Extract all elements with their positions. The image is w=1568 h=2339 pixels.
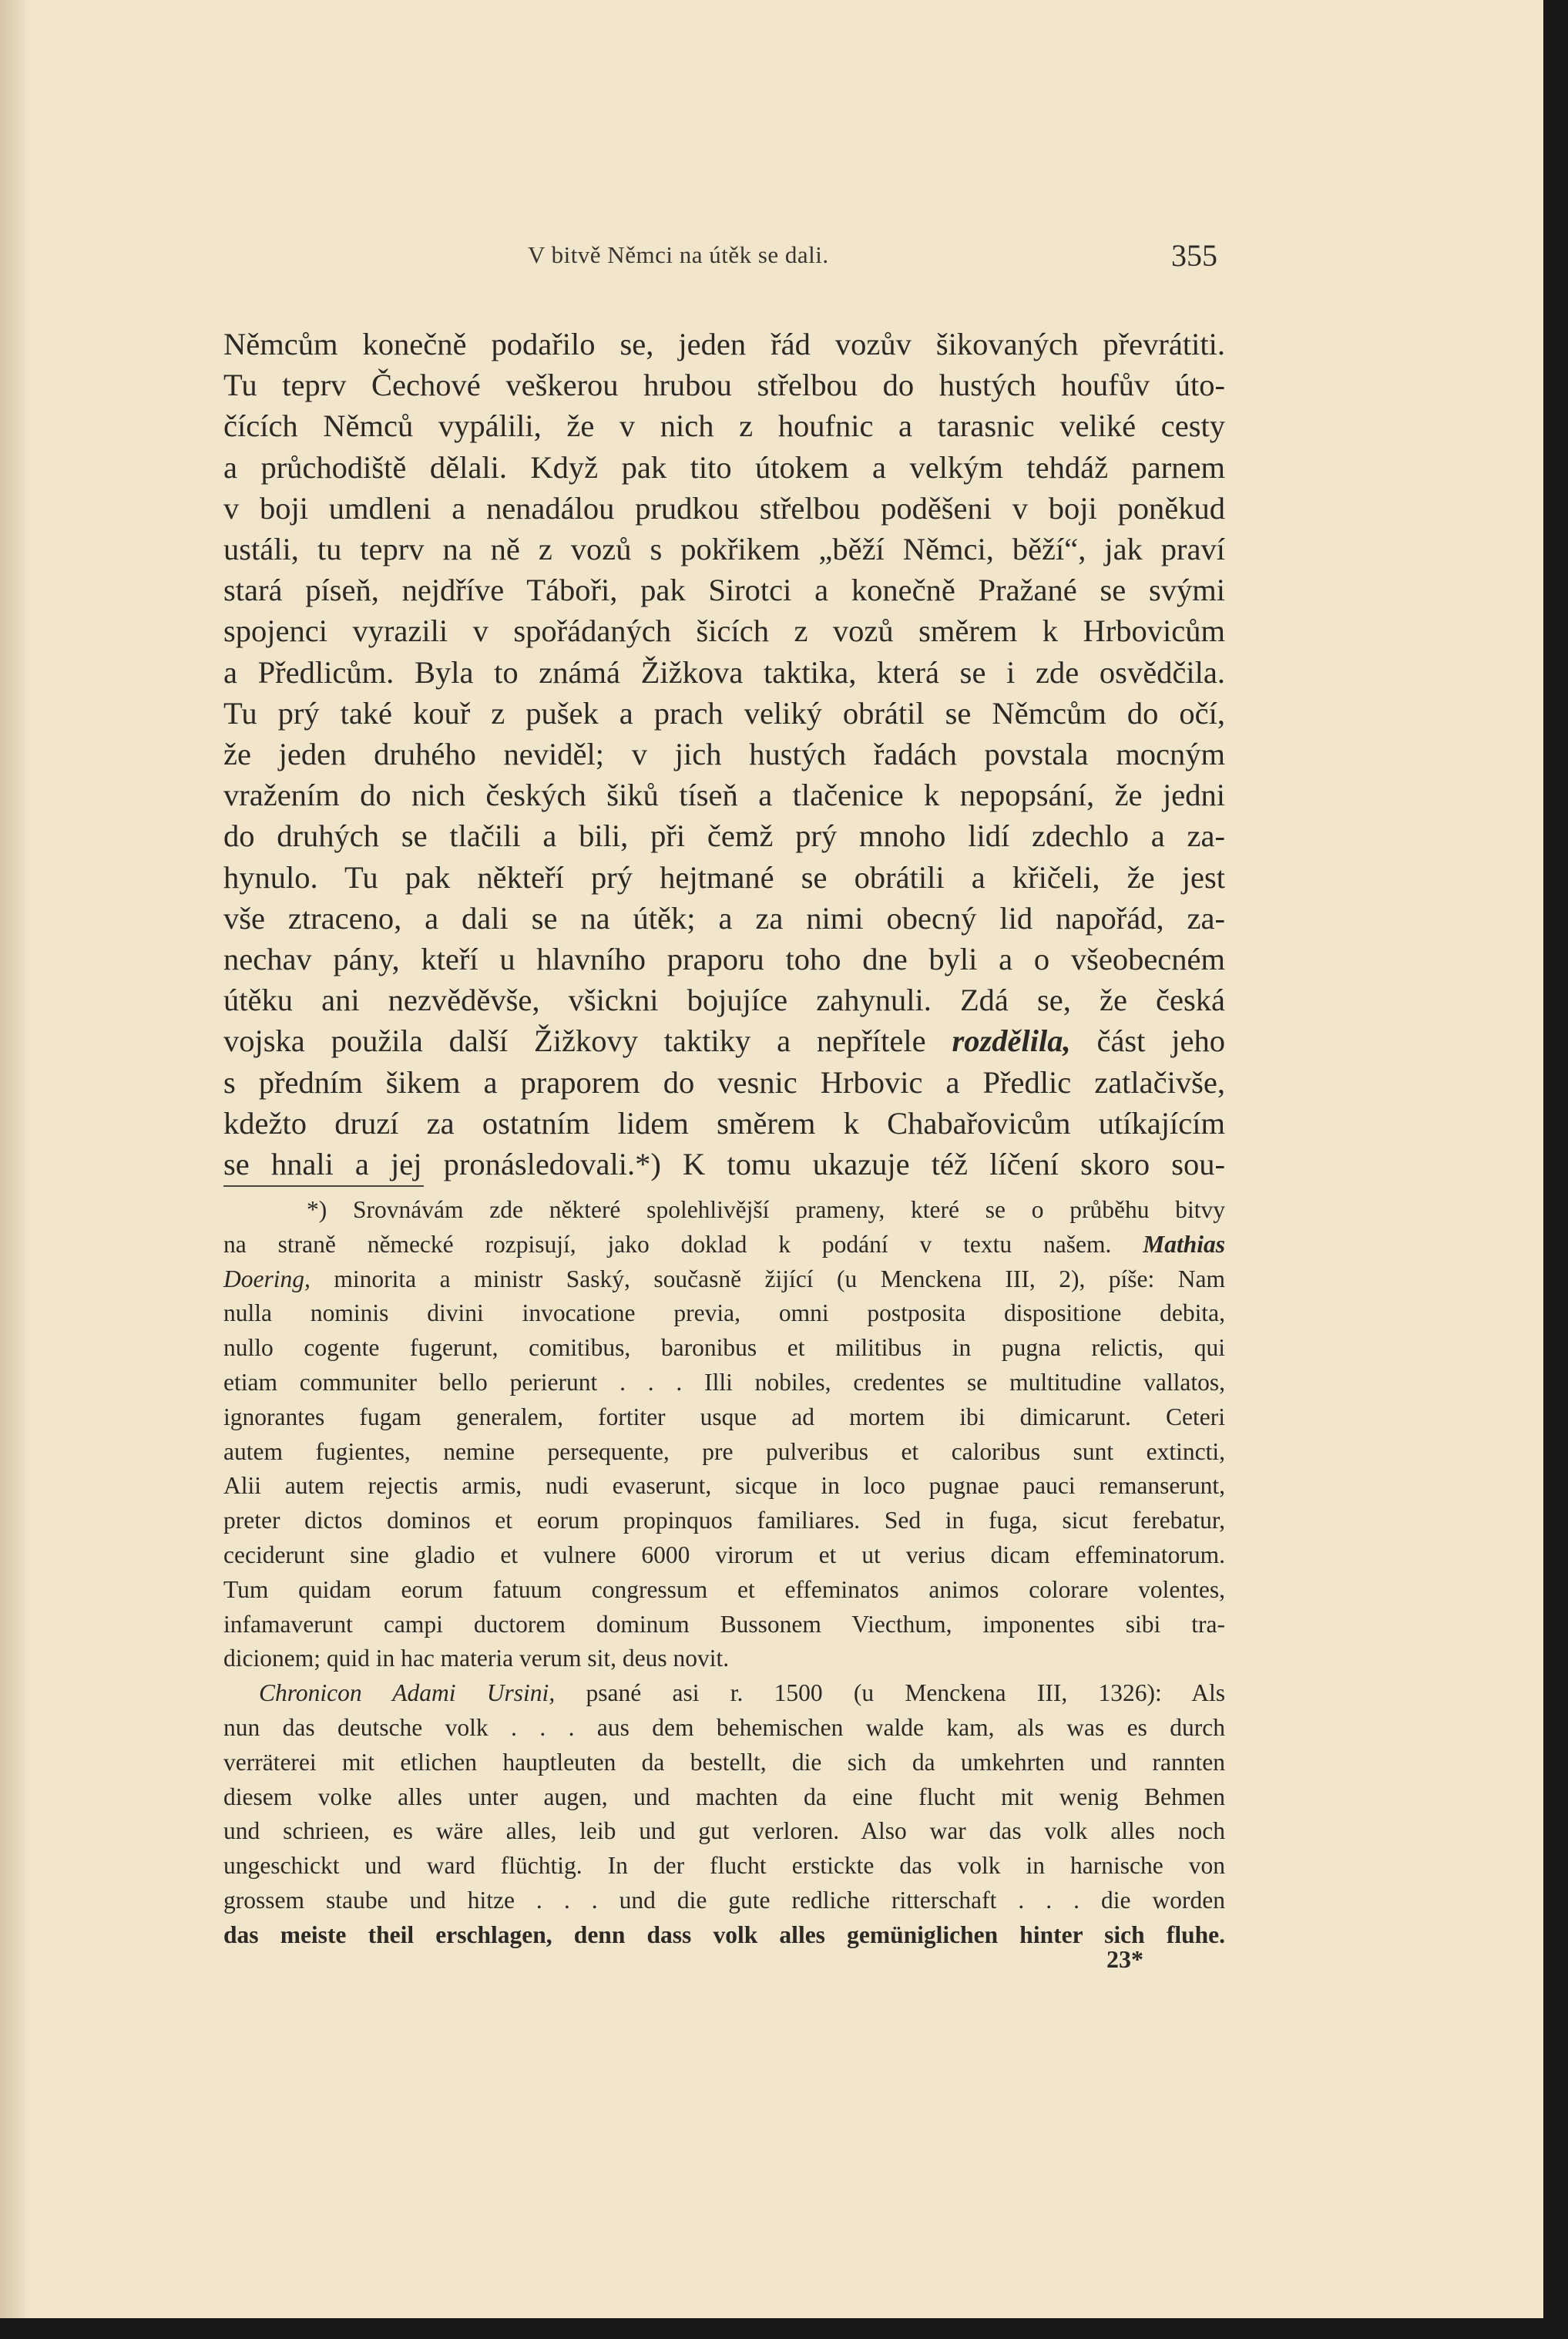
- text-segment: část jeho: [1096, 1023, 1226, 1059]
- text-line: spojenci vyrazili v spořádaných šicích z vozů směrem k Hrbovicům: [223, 613, 1225, 649]
- text-line: útěku ani nezvěděvše, všickni bojujíce zahynuli. Zdá se, že česká: [223, 983, 1225, 1018]
- text-line: [223, 1020, 1225, 1061]
- text-line: kdežto druzí za ostatním lidem směrem k Chabařovicům utíkajícím: [223, 1105, 1225, 1141]
- footnote-line: diesem volke alles unter augen, und machten da eine flucht mit wenig Behmen: [223, 1783, 1225, 1810]
- footnote-line: das meiste theil erschlagen, denn dass volk alles gemüniglichen hinter sich fluhe.: [223, 1921, 1225, 1948]
- text-line: čících Němců vypálili, že v nich z houfnic a tarasnic veliké cesty: [223, 408, 1225, 444]
- main-text: [223, 324, 1225, 1185]
- footnotes: [223, 1193, 1225, 1953]
- footnote-line: dicionem; quid in hac materia verum sit, deus novit.: [223, 1645, 730, 1672]
- footnote-line: *) Srovnávám zde některé spolehlivější prameny, které se o průběhu bitvy: [307, 1196, 1225, 1223]
- footnote-line: und schrieen, es wäre alles, leib und gut verloren. Also war das volk alles noch: [223, 1817, 1225, 1845]
- footnote-line: preter dictos dominos et eorum propinquos familiares. Sed in fuga, sicut ferebatur,: [223, 1507, 1225, 1534]
- text-line: v boji umdleni a nenadálou prudkou střelbou poděšeni v boji poněkud: [223, 490, 1225, 526]
- text-line: a průchodiště dělali. Když pak tito útokem a velkým tehdáž parnem: [223, 449, 1225, 485]
- text-line: vše ztraceno, a dali se na útěk; a za nimi obecný lid napořád, za-: [223, 900, 1225, 936]
- text-line: s předním šikem a praporem do vesnic Hrbovic a Předlic zatlačivše,: [223, 1064, 1225, 1100]
- text-line: Tu teprv Čechové veškerou hrubou střelbou do hustých houfův úto-: [223, 368, 1225, 403]
- text-line: že jeden druhého neviděl; v jich hustých řadách povstala mocným: [223, 737, 1225, 772]
- footnote-line: verräterei mit etlichen hauptleuten da bestellt, die sich da umkehrten und rannten: [223, 1748, 1225, 1776]
- text-line: vražením do nich českých šiků tíseň a tlačenice k nepopsání, že jedni: [223, 778, 1225, 813]
- footnote-line: Tum quidam eorum fatuum congressum et effeminatos animos colorare volentes,: [223, 1575, 1225, 1603]
- text-segment: minorita a ministr Saský, současně žijící (u Menckena III, 2), píše: Nam: [334, 1265, 1225, 1292]
- page-number: 355: [1171, 238, 1217, 273]
- footnote-line: autem fugientes, nemine persequente, pre pulveribus et caloribus sunt extincti,: [223, 1437, 1225, 1465]
- footnote-rule: [223, 1185, 424, 1187]
- author-name: Doering,: [223, 1265, 311, 1292]
- text-line: nechav pány, kteří u hlavního praporu toho dne byli a o všeobecném: [223, 942, 1225, 977]
- footnote-line: nulla nominis divini invocatione previa, omni postposita dispositione debita,: [223, 1299, 1225, 1327]
- signature-mark: 23*: [1106, 1945, 1143, 1973]
- emphasis-text: rozdělila,: [952, 1023, 1071, 1059]
- binding-shadow: [0, 0, 31, 2318]
- footnote-line: nun das deutsche volk . . . aus dem behemischen walde kam, als was es durch: [223, 1713, 1225, 1741]
- footnote-line: [223, 1228, 1225, 1262]
- text-line: a Předlicům. Byla to známá Žižkova taktika, která se i zde osvědčila.: [223, 654, 1225, 690]
- text-segment: na straně německé rozpisují, jako doklad k podání v textu našem.: [223, 1230, 1112, 1258]
- footnote-line: ceciderunt sine gladio et vulnere 6000 virorum et ut verius dicam effeminatorum.: [223, 1541, 1225, 1568]
- footnote-line: [223, 1262, 1225, 1297]
- text-segment: psané asi r. 1500 (u Menckena III, 1326): Als: [586, 1679, 1226, 1707]
- footnote-line: ignorantes fugam generalem, fortiter usque ad mortem ibi dimicarunt. Ceteri: [223, 1403, 1225, 1430]
- text-line: Tu prý také kouř z pušek a prach veliký obrátil se Němcům do očí,: [223, 695, 1225, 731]
- text-line: hynulo. Tu pak někteří prý hejtmané se obrátili a křičeli, že jest: [223, 859, 1225, 895]
- author-name: Mathias: [1143, 1230, 1226, 1258]
- text-line: Němcům konečně podařilo se, jeden řád vozův šikovaných převrátiti.: [223, 327, 1225, 361]
- footnote-line: Alii autem rejectis armis, nudi evaserunt, sicque in loco pugnae pauci remanserunt,: [223, 1472, 1225, 1500]
- text-line: stará píseň, nejdříve Táboři, pak Sirotci a konečně Pražané se svými: [223, 573, 1225, 608]
- running-head: V bitvě Němci na útěk se dali.: [528, 241, 829, 268]
- footnote-line: [223, 1676, 1225, 1711]
- footnote-line: grossem staube und hitze . . . und die gute redliche ritterschaft . . . die worden: [223, 1886, 1225, 1914]
- text-line: se hnali a jej pronásledovali.*) K tomu ukazuje též líčení skoro sou-: [223, 1147, 1225, 1182]
- footnote-line: infamaverunt campi ductorem dominum Bussonem Viecthum, imponentes sibi tra-: [223, 1610, 1225, 1638]
- text-segment: vojska použila další Žižkovy taktiky a nepřítele: [223, 1023, 926, 1059]
- footnote-line: etiam communiter bello perierunt . . . Illi nobiles, credentes se multitudine vallatos,: [223, 1368, 1225, 1396]
- text-line: do druhých se tlačili a bili, při čemž prý mnoho lidí zdechlo a za-: [223, 818, 1225, 854]
- footnote-line: nullo cogente fugerunt, comitibus, baronibus et militibus in pugna relictis, qui: [223, 1334, 1225, 1362]
- footnote-line: ungeschickt und ward flüchtig. In der flucht erstickte das volk in harnische von: [223, 1852, 1225, 1880]
- text-line: ustáli, tu teprv na ně z vozů s pokřikem „běží Němci, běží“, jak praví: [223, 532, 1225, 567]
- source-title: Chronicon Adami Ursini,: [259, 1679, 556, 1707]
